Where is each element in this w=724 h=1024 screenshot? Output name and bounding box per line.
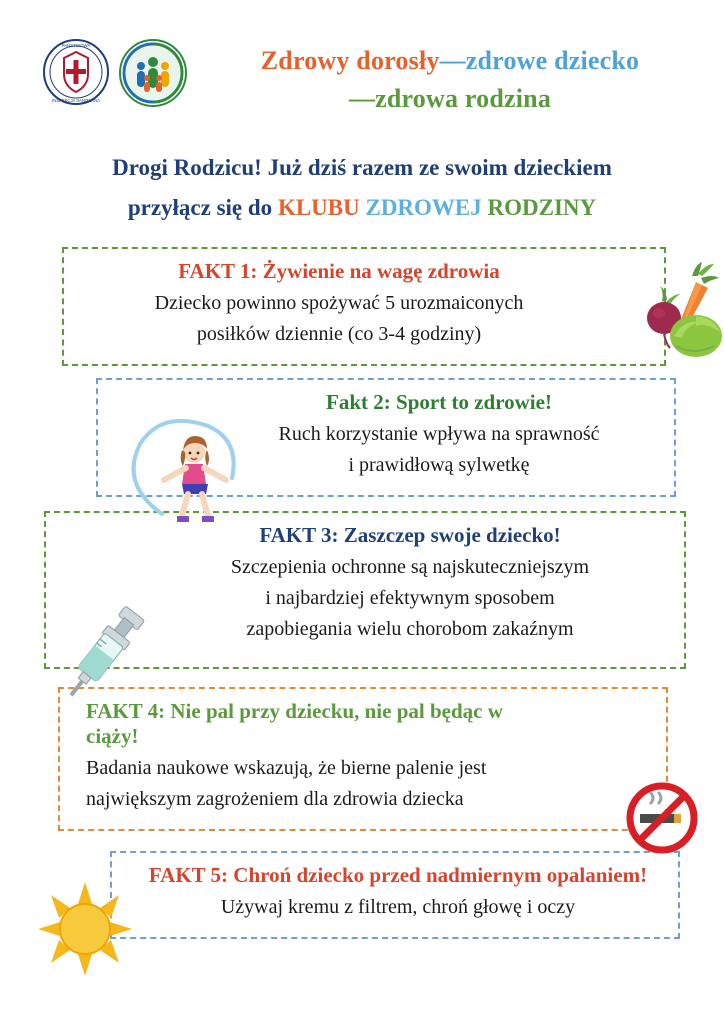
title-part-zdrowy-doroslt: Zdrowy dorosły [260, 46, 440, 75]
title-part-zdrowe-dziecko: —zdrowe dziecko [439, 46, 640, 75]
fact-4-line-1: Badania naukowe wskazują, że bierne palenie jest [86, 756, 487, 779]
intro-zdrowej: ZDROWEJ [365, 195, 482, 221]
fact-2-heading: Fakt 2: Sport to zdrowie! [326, 389, 552, 414]
title-line-2: —zdrowa rodzina [348, 83, 552, 113]
poster-title [200, 42, 700, 117]
fact-4-heading: FAKT 4: Nie pal przy dziecku, nie pal będąc w ciąży! [86, 698, 503, 748]
intro-klubu: KLUBU [277, 195, 360, 221]
logo-group [42, 38, 184, 106]
fact-box-5 [110, 851, 680, 939]
fact-3-line-2: i najbardziej efektywnym sposobem [265, 586, 555, 609]
fact-box-1 [62, 247, 666, 366]
fact-box-3 [44, 511, 686, 669]
fact-5-heading: FAKT 5: Chroń dziecko przed nadmiernym opalaniem! [148, 862, 648, 887]
fact-1-heading: FAKT 1: Żywienie na wagę zdrowia [178, 258, 500, 283]
fact-1-line-2: posiłków dziennie (co 3-4 godziny) [196, 322, 482, 345]
intro-rodziny: RODZINY [487, 195, 597, 221]
fact-3-line-3: zapobiegania wielu chorobom zakaźnym [246, 617, 574, 640]
intro-line-2 [0, 188, 724, 228]
fact-2-line-1: Ruch korzystanie wpływa na sprawność [278, 422, 600, 445]
panstwowa-inspekcja-sanitarna-logo [42, 38, 110, 106]
fact-4-line-2: największym zagrożeniem dla zdrowia dziecka [86, 787, 464, 810]
intro-text [0, 148, 724, 229]
fact-box-4 [58, 687, 668, 831]
poster-header [0, 0, 724, 140]
fact-box-2 [96, 378, 676, 497]
intro-line-1: Drogi Rodzicu! Już dziś razem ze swoim dzieckiem [112, 155, 612, 180]
fact-1-line-1: Dziecko powinno spożywać 5 urozmaiconych [154, 291, 524, 314]
intro-prefix: przyłącz się do [127, 195, 278, 221]
fact-5-line-1: Używaj kremu z filtrem, chroń głowę i oczy [220, 895, 576, 918]
fact-3-heading: FAKT 3: Zaszczep swoje dziecko! [259, 522, 561, 547]
fact-2-line-2: i prawidłową sylwetkę [348, 453, 530, 476]
fact-3-line-1: Szczepienia ochronne są najskuteczniejszym [230, 555, 590, 578]
svg-text:PAŃSTWOWA: PAŃSTWOWA [61, 43, 91, 48]
svg-text:INSPEKCJA SANITARNA: INSPEKCJA SANITARNA [52, 98, 100, 103]
facts-section [0, 247, 724, 939]
title-line-1 [200, 42, 700, 80]
klub-zdrowej-rodziny-logo [116, 38, 184, 106]
